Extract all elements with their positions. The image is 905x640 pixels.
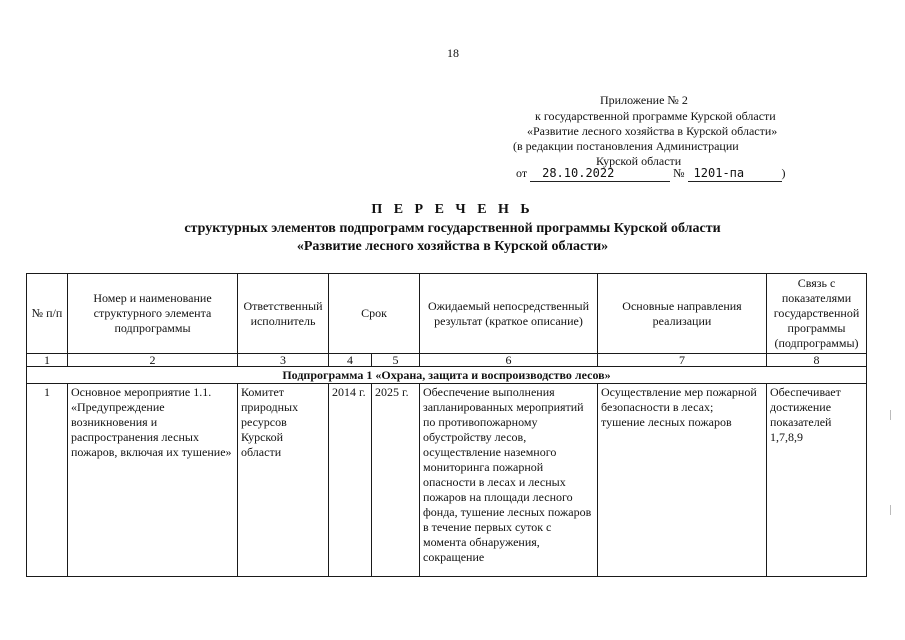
header-executor: Ответственный исполнитель <box>238 274 329 354</box>
column-number: 1 <box>27 354 68 367</box>
scan-mark <box>890 410 891 420</box>
row-name: Основное мероприятие 1.1. «Предупреждение возникновения и распространения лесных пожаров, включая их тушение» <box>68 384 238 577</box>
appendix-line-program-name: «Развитие лесного хозяйства в Курской области» <box>527 124 778 138</box>
row-direction-1: Осуществление мер пожарной безопасности в лесах; <box>601 385 757 414</box>
header-term: Срок <box>329 274 420 354</box>
row-end: 2025 г. <box>372 384 420 577</box>
column-number: 7 <box>598 354 767 367</box>
page-number: 18 <box>447 46 459 60</box>
document-subtitle: структурных элементов подпрограмм государственной программы Курской области <box>184 221 721 236</box>
row-result: Обеспечение выполнения запланированных мероприятий по противопожарному обустройству лесов, осуществление наземного мониторинга пожарной опасности в лесах и лесных пожаров на площади лесного фонда, тушение лесных пожаров в течение первых суток с момента обнаружения, сокращение <box>420 384 598 577</box>
row-direction-2: тушение лесных пожаров <box>601 415 732 429</box>
row-start: 2014 г. <box>329 384 372 577</box>
number-sign: № <box>673 166 685 180</box>
header-result: Ожидаемый непосредственный результат (краткое описание) <box>420 274 598 354</box>
from-label: от <box>516 166 528 180</box>
column-number: 5 <box>372 354 420 367</box>
column-number: 4 <box>329 354 372 367</box>
column-number-row <box>27 354 867 367</box>
document-program-name: «Развитие лесного хозяйства в Курской области» <box>296 239 609 254</box>
document-title: П Е Р Е Ч Е Н Ь <box>371 202 534 217</box>
row-link: Обеспечивает достижение показателей 1,7,8,9 <box>767 384 867 577</box>
appendix-date-row <box>516 165 786 182</box>
column-number: 2 <box>68 354 238 367</box>
appendix-line-program: к государственной программе Курской области <box>535 109 776 123</box>
decree-date: 28.10.2022 <box>530 165 670 182</box>
row-directions <box>598 384 767 577</box>
scan-mark <box>890 505 891 515</box>
header-name: Номер и наименование структурного элемента подпрограммы <box>68 274 238 354</box>
header-directions: Основные направления реализации <box>598 274 767 354</box>
row-executor: Комитет природных ресурсов Курской области <box>238 384 329 577</box>
appendix-line-region: Курской области <box>596 154 682 168</box>
subprogram-row <box>27 367 867 384</box>
column-number: 6 <box>420 354 598 367</box>
column-number: 8 <box>767 354 867 367</box>
decree-number: 1201-па <box>688 165 782 182</box>
header-num: № п/п <box>27 274 68 354</box>
table-header-row <box>27 274 867 354</box>
header-link: Связь с показателями государственной программы (подпрограммы) <box>767 274 867 354</box>
table-row <box>27 384 867 577</box>
appendix-title: Приложение № 2 <box>600 93 688 107</box>
row-num: 1 <box>27 384 68 577</box>
closing-paren: ) <box>781 166 786 180</box>
column-number: 3 <box>238 354 329 367</box>
structural-elements-table <box>26 273 867 577</box>
subprogram-title: Подпрограмма 1 «Охрана, защита и воспроизводство лесов» <box>27 367 867 384</box>
appendix-line-edition: (в редакции постановления Администрации <box>513 139 739 153</box>
